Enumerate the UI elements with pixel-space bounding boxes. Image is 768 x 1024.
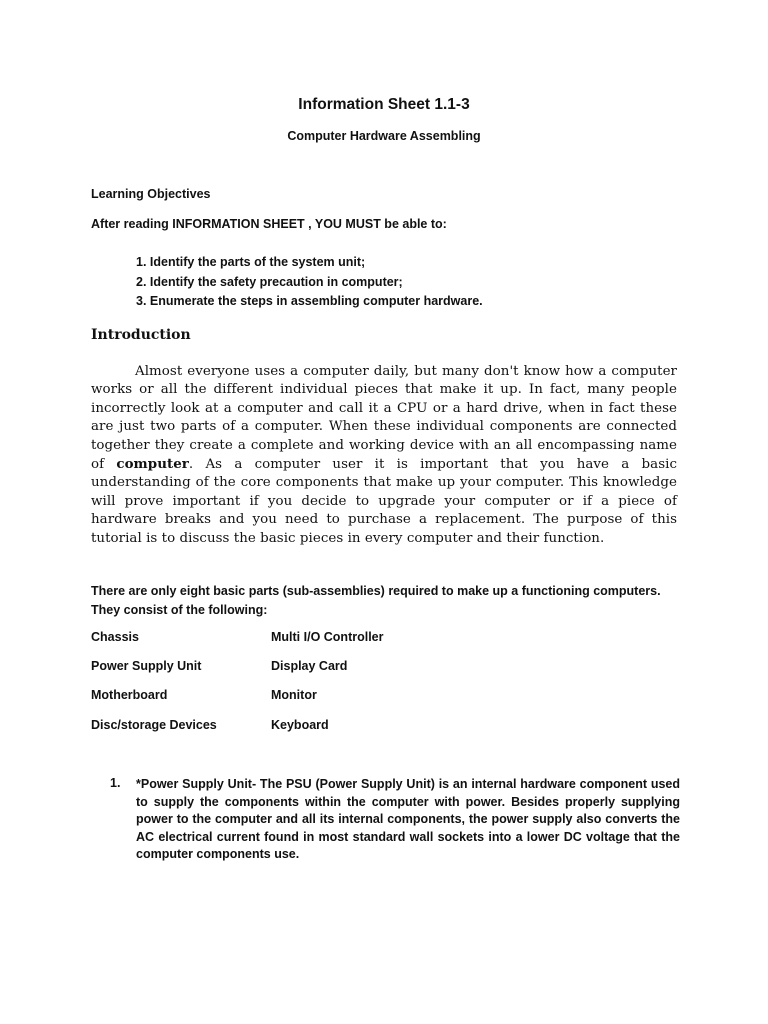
part-name: Chassis	[91, 630, 139, 644]
detail-text	[136, 776, 680, 864]
parts-intro: There are only eight basic parts (sub-assemblies) required to make up a functioning computers. They consist of the following:	[91, 584, 661, 617]
detail-term: *Power Supply Unit	[136, 777, 252, 791]
objectives-heading: Learning Objectives	[91, 187, 211, 201]
part-name: Display Card	[271, 659, 348, 674]
document-subtitle: Computer Hardware Assembling	[287, 129, 481, 143]
objectives-intro: After reading INFORMATION SHEET , YOU MUST be able to:	[91, 217, 447, 231]
document-title: Information Sheet 1.1-3	[298, 96, 470, 113]
objective-item: 3. Enumerate the steps in assembling computer hardware.	[136, 294, 483, 308]
introduction-text-before: Almost everyone uses a computer daily, but many don't know how a computer works or all the different individual pieces that make it up. In fact, many people incorrectly look at a computer and call it a CPU or a hard drive, when in fact these are just two parts of a computer. When these individual components are connected together they create a complete and working device with an all encompassing name of	[91, 364, 677, 473]
objective-item: 1. Identify the parts of the system unit;	[136, 255, 366, 269]
objectives-list	[136, 253, 483, 312]
part-name: Motherboard	[91, 688, 168, 703]
detail-item-power-supply	[110, 776, 680, 864]
part-name: Power Supply Unit	[91, 659, 202, 674]
objective-item: 2. Identify the safety precaution in computer;	[136, 274, 403, 289]
part-name: Monitor	[271, 688, 317, 703]
introduction-text-after: . As a computer user it is important that you have a basic understanding of the core components that make up your computer. This knowledge will prove important if you decide to upgrade your computer or if a piece of hardware breaks and you need to purchase a replacement. The purpose of this tutorial is to discuss the basic pieces in every computer and their function.	[91, 457, 677, 546]
part-name: Multi I/O Controller	[271, 630, 384, 644]
detail-number: 1.	[110, 776, 121, 790]
introduction-paragraph	[91, 363, 677, 548]
part-name: Disc/storage Devices	[91, 717, 217, 732]
introduction-bold-term: computer	[116, 456, 189, 473]
introduction-heading: Introduction	[91, 327, 191, 343]
part-name: Keyboard	[271, 717, 329, 732]
detail-description: - The PSU (Power Supply Unit) is an internal hardware component used to supply the components within the computer with power. Besides properly supplying power to the computer and all its internal components, the power supply also converts the AC electrical current found in most standard wall sockets into a lower DC voltage that the computer components use.	[136, 777, 680, 862]
